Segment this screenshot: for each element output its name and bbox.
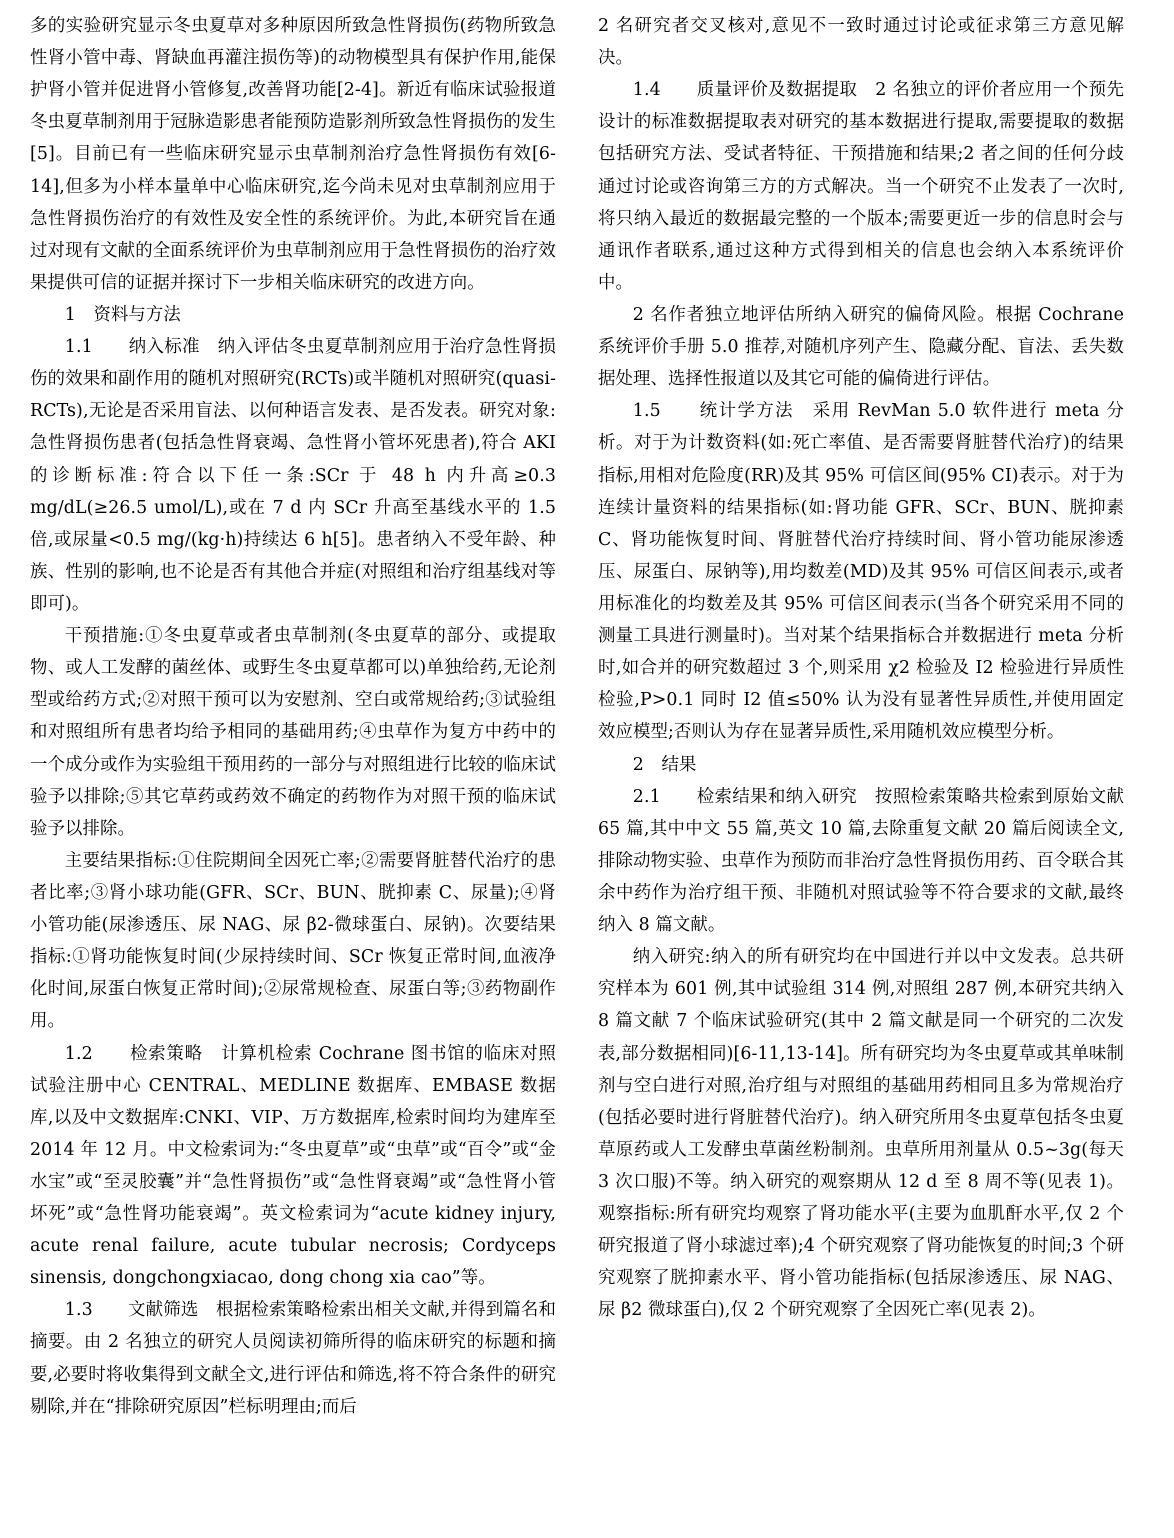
paragraph: 2 名研究者交叉核对,意见不一致时通过讨论或征求第三方意见解决。 [598,16,1124,69]
paragraph: 主要结果指标:①住院期间全因死亡率;②需要肾脏替代治疗的患者比率;③肾小球功能(GFR、SCr、BUN、胱抑素 C、尿量);④肾小管功能(尿渗透压、尿 NAG、尿 β2-微球蛋白、尿钠)。次要结果指标:①肾功能恢复时间(少尿持续时间、SCr 恢复正常时间,血液净化时间,尿蛋白恢复正常时间);②尿常规检查、尿蛋白等;③药物副作用。 [30,850,556,1032]
section-heading-2: 2 结果 [632,754,697,775]
section-heading-1: 1 资料与方法 [64,304,181,325]
paragraph: 1.1 纳入标准 纳入评估冬虫夏草制剂应用于治疗急性肾损伤的效果和副作用的随机对照研究(RCTs)或半随机对照研究(quasi-RCTs),无论是否采用盲法、以何种语言发表、是否发表。研究对象:急性肾损伤患者(包括急性肾衰竭、急性肾小管坏死患者),符合 AKI 的诊断标准:符合以下任一条:SCr 于 48 h 内升高≥0.3 mg/dL(≥26.5 umol/L),或在 7 d 内 SCr 升高至基线水平的 1.5 倍,或尿量<0.5 mg/(kg·h)持续达 6 h[5]。患者纳入不受年龄、种族、性别的影响,也不论是否有其他合并症(对照组和治疗组基线对等即可)。 [30,337,556,614]
paragraph: 干预措施:①冬虫夏草或者虫草制剂(冬虫夏草的部分、或提取物、或人工发酵的菌丝体、或野生冬虫夏草都可以)单独给药,无论剂型或给药方式;②对照干预可以为安慰剂、空白或常规给药;③试验组和对照组所有患者均给予相同的基础用药;④虫草作为复方中药中的一个成分或作为实验组干预用药的一部分与对照组进行比较的临床试验予以排除;⑤其它草药或药效不确定的药物作为对照干预的临床试验予以排除。 [30,626,556,839]
left-column [30,10,556,1528]
paragraph: 多的实验研究显示冬虫夏草对多种原因所致急性肾损伤(药物所致急性肾小管中毒、肾缺血再灌注损伤等)的动物模型具有保护作用,能保护肾小管并促进肾小管修复,改善肾功能[2-4]。新近有临床试验报道冬虫夏草制剂用于冠脉造影患者能预防造影剂所致急性肾损伤的发生[5]。目前已有一些临床研究显示虫草制剂治疗急性肾损伤有效[6-14],但多为小样本量单中心临床研究,迄今尚未见对虫草制剂应用于急性肾损伤治疗的有效性及安全性的系统评价。为此,本研究旨在通过对现有文献的全面系统评价为虫草制剂应用于急性肾损伤的治疗效果提供可信的证据并探讨下一步相关临床研究的改进方向。 [30,16,556,293]
two-column-body [30,10,1144,1528]
paragraph: 1.4 质量评价及数据提取 2 名独立的评价者应用一个预先设计的标准数据提取表对研究的基本数据进行提取,需要提取的数据包括研究方法、受试者特征、干预措施和结果;2 者之间的任何分歧通过讨论或咨询第三方的方式解决。当一个研究不止发表了一次时,将只纳入最近的数据最完整的一个版本;需要更近一步的信息时会与通讯作者联系,通过这种方式得到相关的信息也会纳入本系统评价中。 [598,80,1124,293]
paragraph: 1.5 统计学方法 采用 RevMan 5.0 软件进行 meta 分析。对于为计数资料(如:死亡率值、是否需要肾脏替代治疗)的结果指标,用相对危险度(RR)及其 95% 可信区间(95% CI)表示。对于为连续计量资料的结果指标(如:肾功能 GFR、SCr、BUN、胱抑素 C、肾功能恢复时间、肾脏替代治疗持续时间、肾小管功能尿渗透压、尿蛋白、尿钠等),用均数差(MD)及其 95% 可信区间表示,或者用标准化的均数差及其 95% 可信区间表示(当各个研究采用不同的测量工具进行测量时)。当对某个结果指标合并数据进行 meta 分析时,如合并的研究数超过 3 个,则采用 χ2 检验及 I2 检验进行异质性检验,P>0.1 同时 I2 值≤50% 认为没有显著性异质性,并使用固定效应模型;否则认为存在显著异质性,采用随机效应模型分析。 [598,401,1124,743]
paragraph: 纳入研究:纳入的所有研究均在中国进行并以中文发表。总共研究样本为 601 例,其中试验组 314 例,对照组 287 例,本研究共纳入 8 篇文献 7 个临床试验研究(其中 2 篇文献是同一个研究的二次发表,部分数据相同)[6-11,13-14]。所有研究均为冬虫夏草或其单味制剂与空白进行对照,治疗组与对照组的基础用药相同且多为常规治疗(包括必要时进行肾脏替代治疗)。纳入研究所用冬虫夏草包括冬虫夏草原药或人工发酵虫草菌丝粉制剂。虫草所用剂量从 0.5~3g(每天 3 次口服)不等。纳入研究的观察期从 12 d 至 8 周不等(见表 1)。观察指标:所有研究均观察了肾功能水平(主要为血肌酐水平,仅 2 个研究报道了肾小球滤过率);4 个研究观察了肾功能恢复的时间;3 个研究观察了胱抑素水平、肾小管功能指标(包括尿渗透压、尿 NAG、尿 β2 微球蛋白),仅 2 个研究观察了全因死亡率(见表 2)。 [598,947,1124,1321]
paragraph: 1.3 文献筛选 根据检索策略检索出相关文献,并得到篇名和摘要。由 2 名独立的研究人员阅读初筛所得的临床研究的标题和摘要,必要时将收集得到文献全文,进行评估和筛选,将不符合条件的研究剔除,并在“排除研究原因”栏标明理由;而后 [30,1300,556,1417]
right-column [598,10,1124,1528]
paragraph: 1.2 检索策略 计算机检索 Cochrane 图书馆的临床对照试验注册中心 CENTRAL、MEDLINE 数据库、EMBASE 数据库,以及中文数据库:CNKI、VIP、万方数据库,检索时间均为建库至 2014 年 12 月。中文检索词为:“冬虫夏草”或“虫草”或“百令”或“金水宝”或“至灵胶囊”并“急性肾损伤”或“急性肾衰竭”或“急性肾小管坏死”或“急性肾功能衰竭”。英文检索词为“acute kidney injury, acute renal failure, acute tubular necrosis; Cordyceps sinensis, dongchongxiacao, dong chong xia cao”等。 [30,1043,556,1289]
paragraph: 2 名作者独立地评估所纳入研究的偏倚风险。根据 Cochrane 系统评价手册 5.0 推荐,对随机序列产生、隐藏分配、盲法、丢失数据处理、选择性报道以及其它可能的偏倚进行评估。 [598,304,1124,390]
paragraph: 2.1 检索结果和纳入研究 按照检索策略共检索到原始文献 65 篇,其中中文 55 篇,英文 10 篇,去除重复文献 20 篇后阅读全文,排除动物实验、虫草作为预防而非治疗急性肾损伤用药、百令联合其余中药作为治疗组干预、非随机对照试验等不符合要求的文献,最终纳入 8 篇文献。 [598,786,1124,936]
